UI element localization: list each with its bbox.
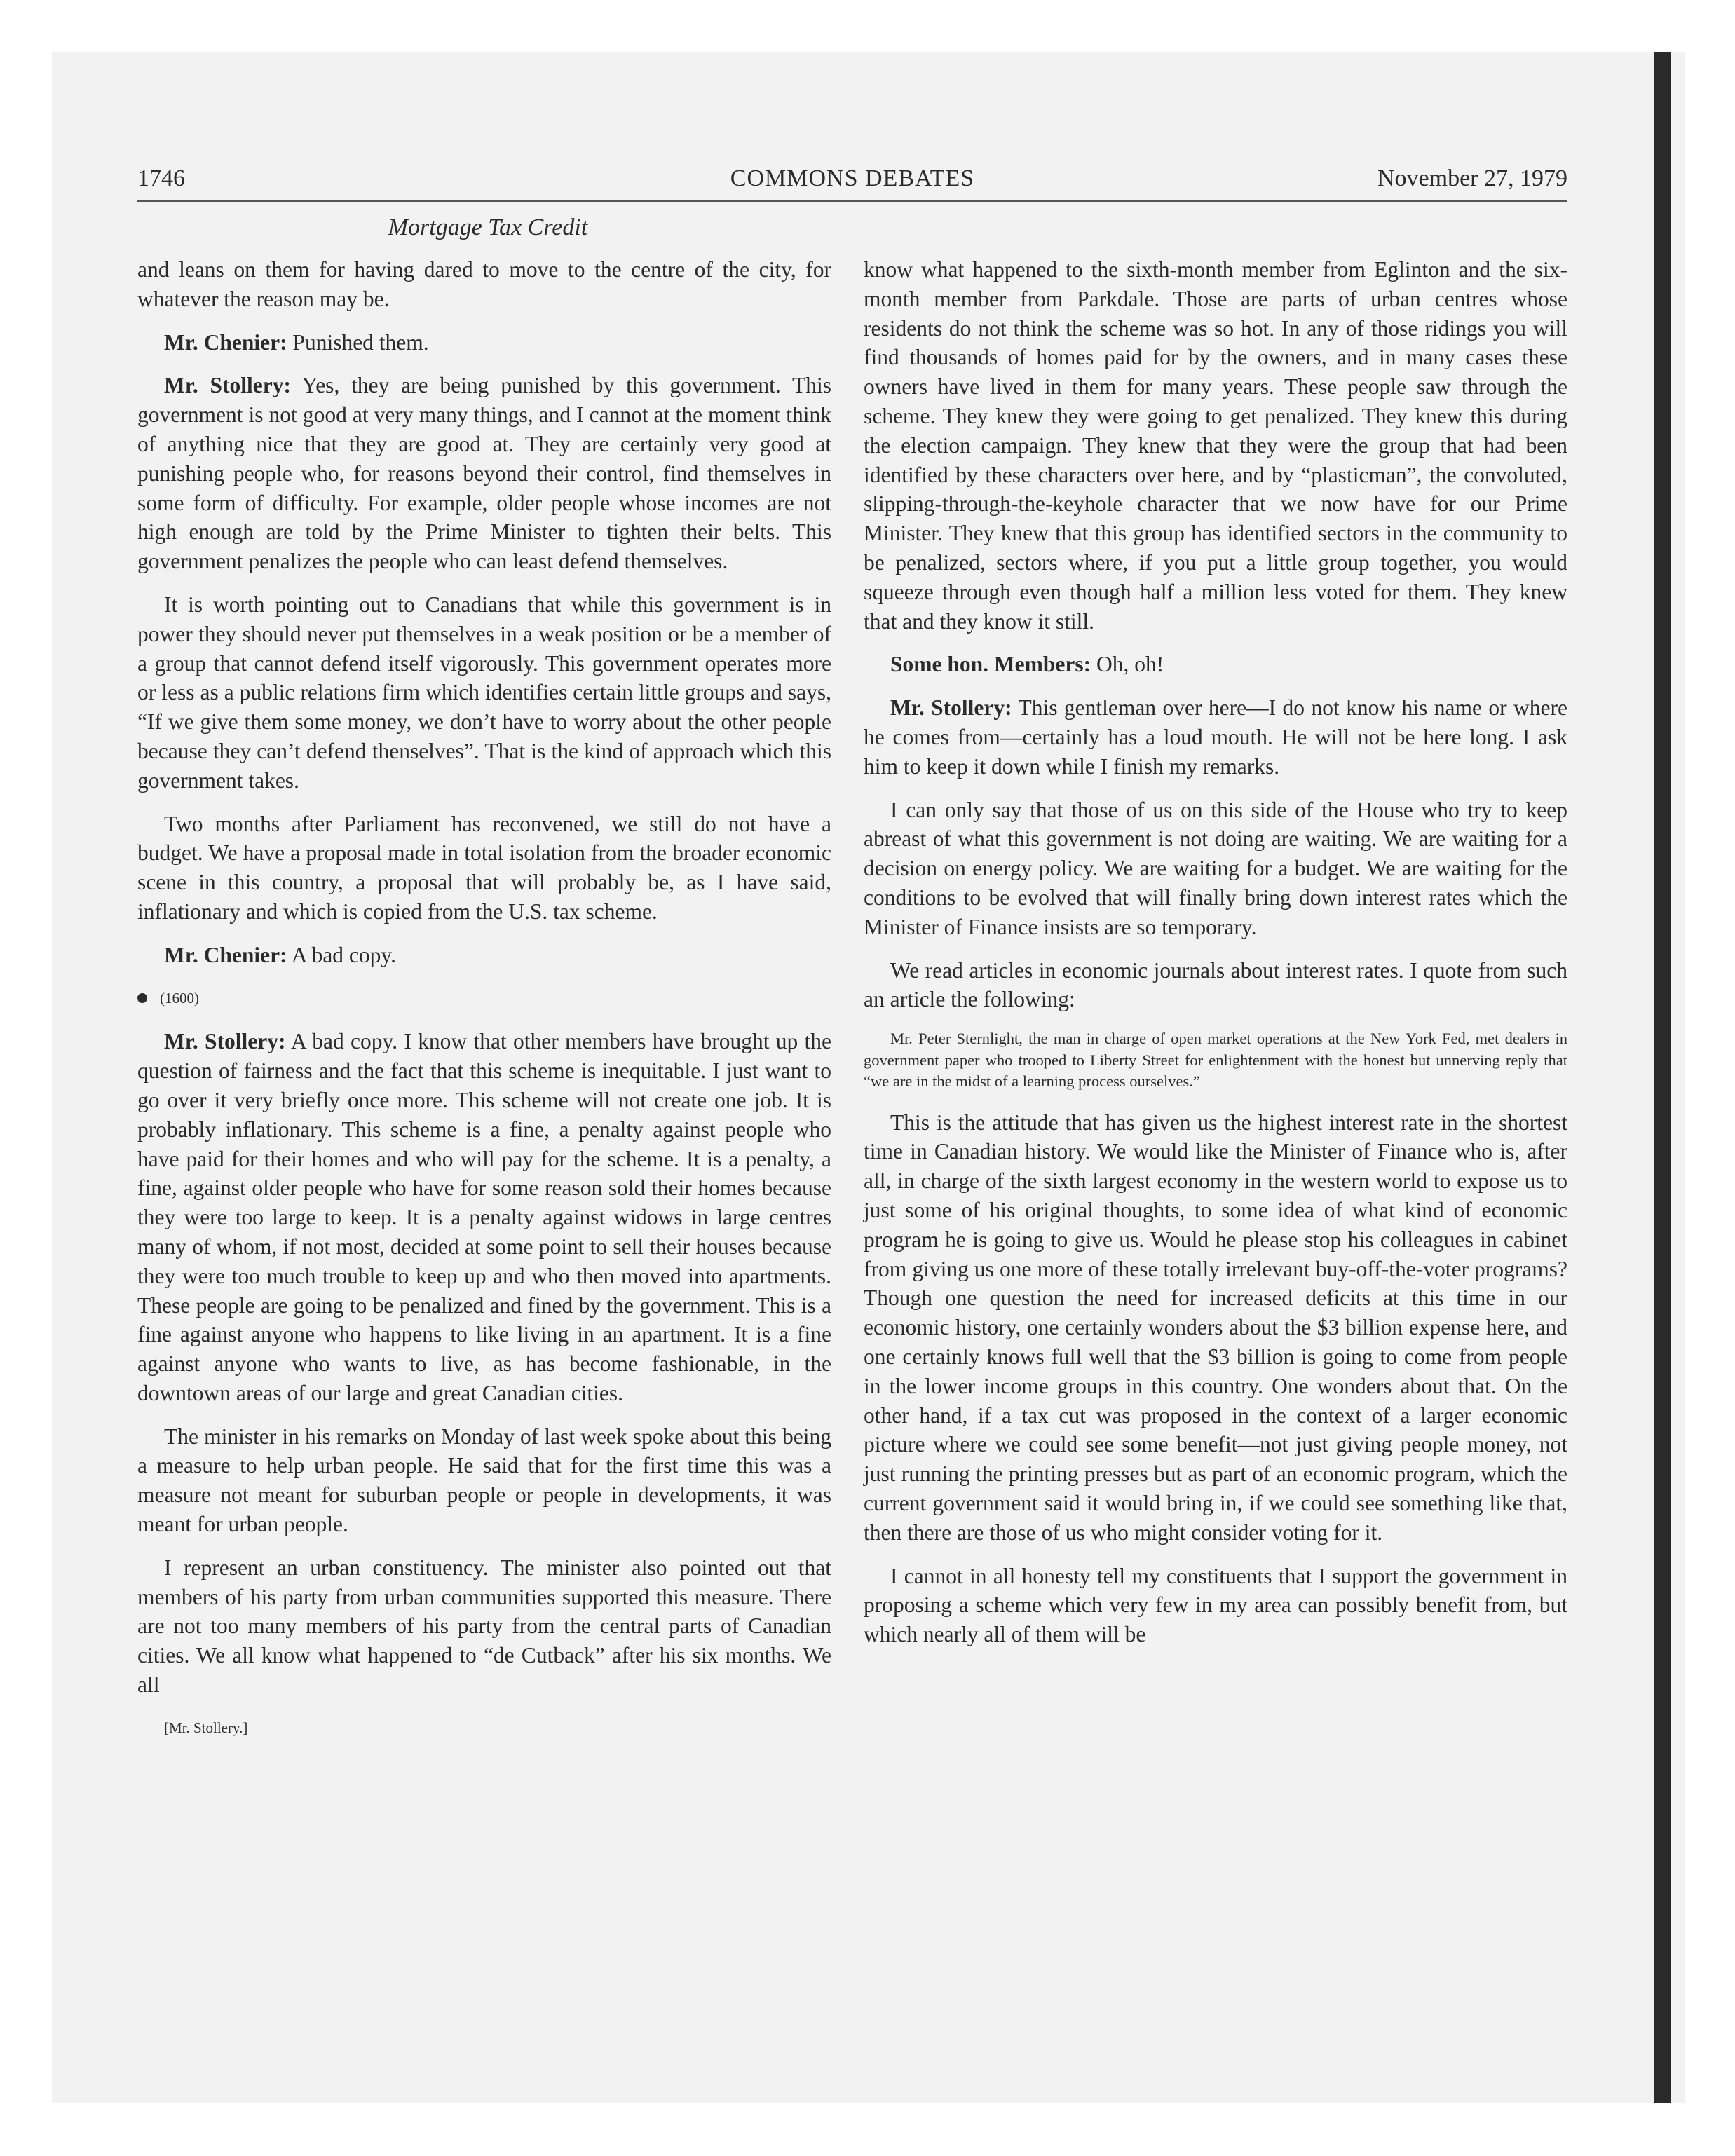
speech-text: A bad copy. xyxy=(291,942,396,967)
speech xyxy=(864,693,1567,781)
block-quote: Mr. Peter Sternlight, the man in charge of open market operations at the New York Fed, met dealers in government paper who trooped to Liberty Street for enlightenment with the honest but unnerving reply that “we are in the midst of a learning process ourselves.” xyxy=(864,1030,1567,1091)
speech xyxy=(137,328,831,357)
speech-text: Punished them. xyxy=(292,329,429,355)
speaker-name: Mr. Chenier: xyxy=(164,329,287,355)
paragraph: Two months after Parliament has reconvened, we still do not have a budget. We have a proposal made in total isolation from the broader economic scene in this country, a proposal that will probably be, as I have said, inflationary and which is copied from the U.S. tax scheme. xyxy=(137,811,831,924)
speech xyxy=(137,371,831,576)
speaker-name: Mr. Stollery: xyxy=(890,695,1012,721)
right-column xyxy=(864,255,1567,1663)
paragraph: The minister in his remarks on Monday of last week spoke about this being a measure to help urban people. He said that for the first time this was a measure not meant for suburban people or people in developments, it was meant for urban people. xyxy=(137,1424,831,1537)
left-column xyxy=(137,255,831,1743)
page-number: 1746 xyxy=(137,165,185,191)
speech-text: A bad copy. I know that other members have brought up the question of fairness and the fact that this scheme is inequitable. I just want to go over it very briefly once more. This scheme will not create one job. It is probably inflationary. This scheme is a fine, a penalty against people who have paid for their homes and who will pay for the scheme. It is a penalty, a fine, against older people who have for some reason sold their homes because they were too large to keep. It is a penalty against widows in large centres many of whom, if not most, decided at some point to sell their houses because they were too much trouble to keep up and who then moved into apartments. These people are going to be penalized and fined by the government. This is a fine against anyone who happens to like living in an apartment. It is a fine against anyone who wants to live, as has become fashionable, in the downtown areas of our large and great Canadian cities. xyxy=(137,1029,831,1405)
speaker-name: Some hon. Members: xyxy=(890,652,1091,677)
paragraph: I can only say that those of us on this side of the House who try to keep abreast of what this government is not doing are waiting. We are waiting for a decision on energy policy. We are waiting for a budget. We are waiting for the conditions to be evolved that will finally bring down interest rates which the Minister of Finance insists are so temporary. xyxy=(864,797,1567,939)
binding-edge xyxy=(1654,52,1671,2103)
paragraph: know what happened to the sixth-month member from Eglinton and the six-month member from Parkdale. Those are parts of urban centres whose residents do not think the scheme was so hot. In any of those ridings you will find thousands of homes paid for by the owners, and in many cases these owners have lived in them for many years. These people saw through the scheme. They knew they were going to get penalized. They knew this during the election campaign. They knew that they were the group that had been identified by these characters over here, and by “plasticman”, the convoluted, slipping-through-the-keyhole character that we now have for our Prime Minister. They knew that this group has identified sectors in the community to be penalized, sectors where, if you put a little group together, you would squeeze through even though half a million less voted for them. They knew that and they know it still. xyxy=(864,257,1567,634)
speaker-name: Mr. Stollery: xyxy=(164,373,291,398)
paragraph: We read articles in economic journals about interest rates. I quote from such an article the following: xyxy=(864,957,1567,1012)
publication-title: COMMONS DEBATES xyxy=(730,165,975,191)
time-marker xyxy=(137,984,831,1014)
running-head: Mortgage Tax Credit xyxy=(388,214,588,240)
paragraph: I cannot in all honesty tell my constituents that I support the government in proposing a scheme which very few in my area can possibly benefit from, but which nearly all of them will be xyxy=(864,1563,1567,1647)
speaker-name: Mr. Stollery: xyxy=(164,1029,286,1054)
speech xyxy=(864,650,1567,679)
bullet-icon xyxy=(137,993,147,1003)
speech-text: Yes, they are being punished by this government. This government is not good at very many things, and I cannot at the moment think of anything nice that they are good at. They are certainly very good at punishing people who, for reasons beyond their control, find themselves in some form of difficulty. For example, older people whose incomes are not high enough are told by the Prime Minister to tighten their belts. This government penalizes the people who can least defend themselves. xyxy=(137,373,831,574)
paragraph: I represent an urban constituency. The minister also pointed out that members of his party from urban communities supported this measure. There are not too many members of his party from the central parts of Canadian cities. We all know what happened to “de Cutback” after his six months. We all xyxy=(137,1555,831,1698)
speaker-name: Mr. Chenier: xyxy=(164,942,287,967)
page-date: November 27, 1979 xyxy=(1377,165,1567,191)
speech-text: This gentleman over here—I do not know his name or where he comes from—certainly has a loud mouth. He will not be here long. I ask him to keep it down while I finish my remarks. xyxy=(864,695,1567,779)
paragraph: and leans on them for having dared to move to the centre of the city, for whatever the reason may be. xyxy=(137,257,831,311)
paragraph: This is the attitude that has given us the highest interest rate in the shortest time in Canadian history. We would like the Minister of Finance who is, after all, in charge of the sixth largest economy in the western world to expose us to just some of his original thoughts, to some idea of what kind of economic program he is going to give us. Would he please stop his colleagues in cabinet from giving us one more of these totally irrelevant buy-off-the-voter programs? Though one question the need for increased deficits at this time in our economic history, one certainly wonders about the $3 billion expense here, and one certainly knows full well that the $3 billion is going to come from people in the lower income groups in this country. One wonders about that. On the other hand, if a tax cut was proposed in the context of a larger economic picture where we could see some benefit—not just giving people money, not just running the printing presses but as part of an economic program, which the current government said it would bring in, if we could see something like that, then there are those of us who might consider voting for it. xyxy=(864,1110,1567,1545)
header-rule xyxy=(137,200,1567,202)
speech xyxy=(137,941,831,970)
time-text: (1600) xyxy=(160,989,199,1007)
page-header xyxy=(137,165,1567,202)
speech xyxy=(137,1027,831,1407)
speaker-attribution: [Mr. Stollery.] xyxy=(164,1719,248,1736)
speech-text: Oh, oh! xyxy=(1096,652,1164,677)
paragraph: It is worth pointing out to Canadians that while this government is in power they should never put themselves in a weak position or be a member of a group that cannot defend itself vigorously. This government operates more or less as a public relations firm which identifies certain little groups and says, “If we give them some money, we don’t have to worry about the other people because they can’t defend thenselves”. That is the kind of approach which this government takes. xyxy=(137,592,831,793)
